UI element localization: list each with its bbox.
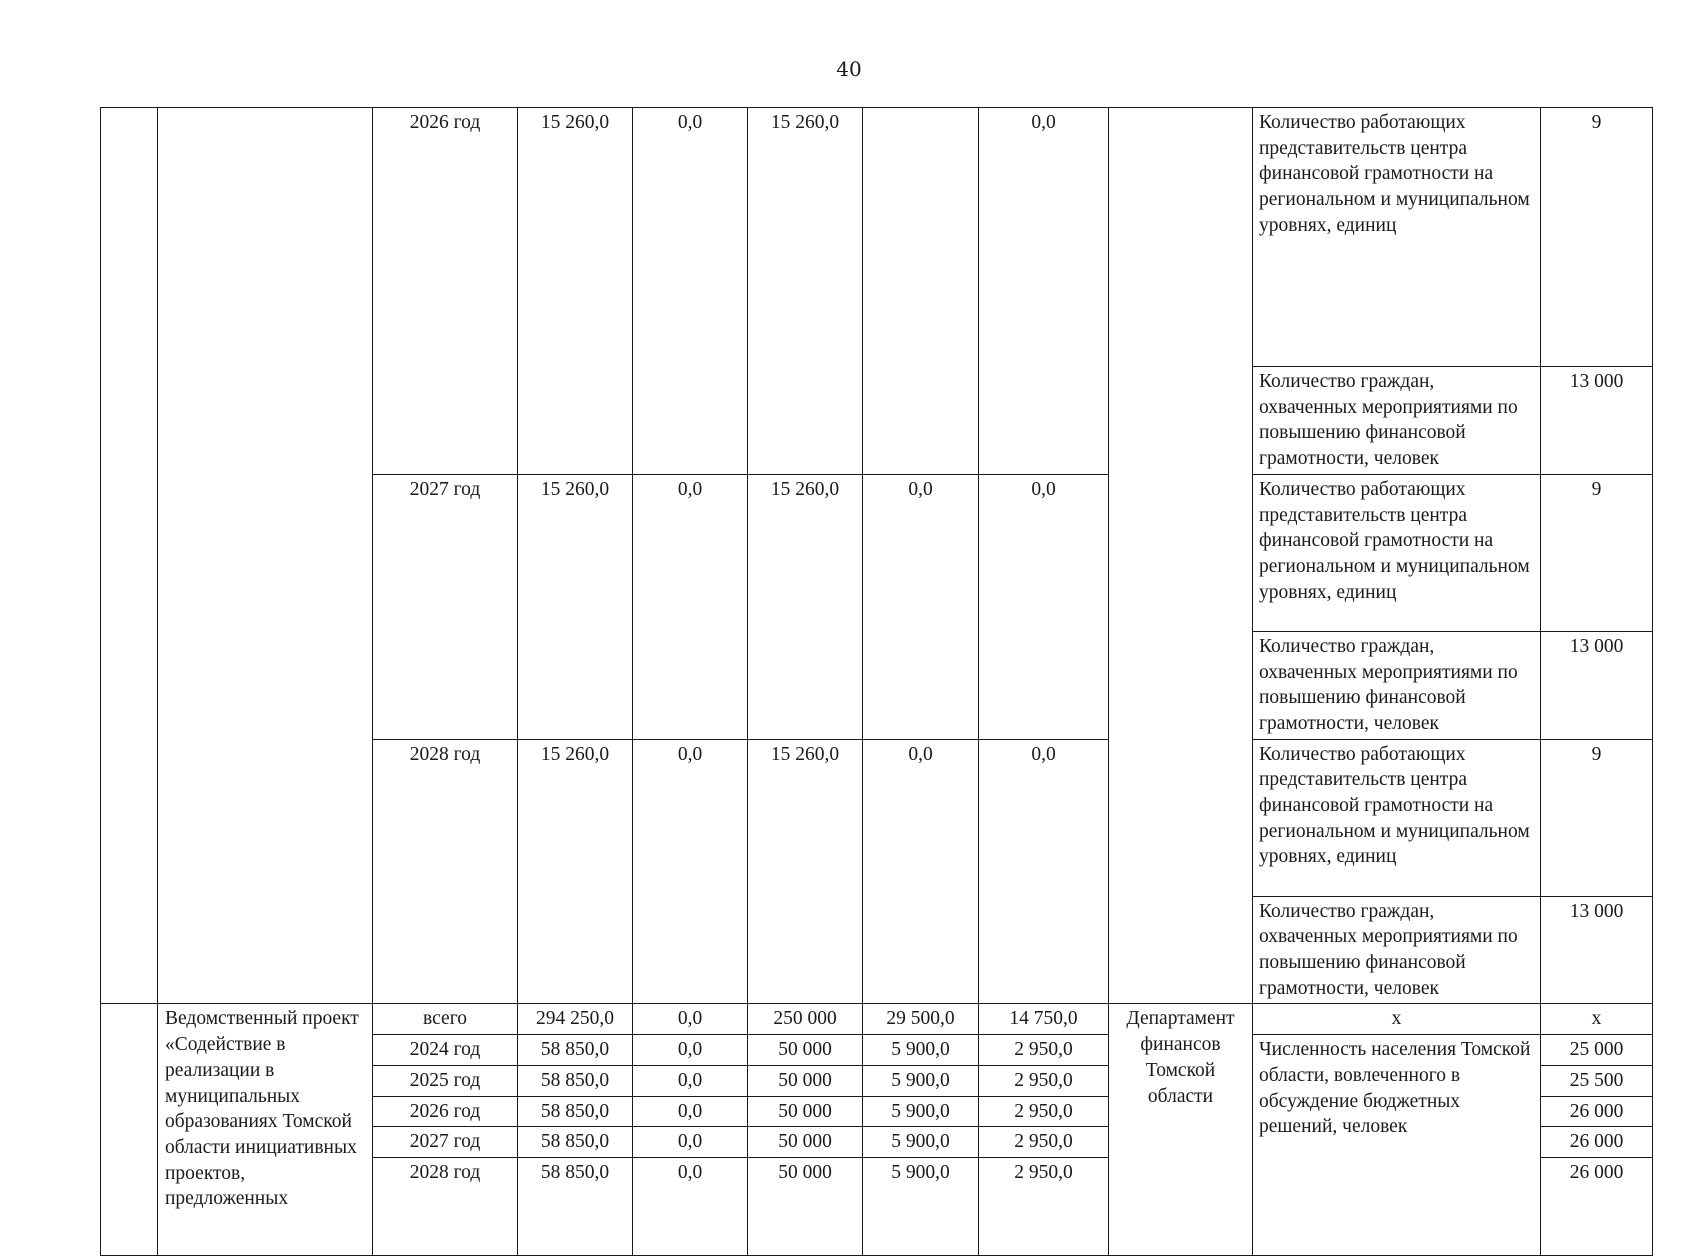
indicator-name-cell: Численность населения Томской области, вовлеченного в обсуждение бюджетных решений, человек <box>1253 1035 1541 1256</box>
year-cell: 2024 год <box>373 1035 518 1066</box>
total-amount-cell: 15 260,0 <box>518 474 633 739</box>
federal-budget-cell: 0,0 <box>633 1035 748 1066</box>
indicator-value-cell: 9 <box>1541 108 1653 367</box>
regional-budget-cell: 15 260,0 <box>748 739 863 1004</box>
indicator-name-cell: Количество работающих представительств центра финансовой грамотности на региональном и муниципальном уровнях, единиц <box>1253 739 1541 896</box>
financing-table <box>100 107 1653 1256</box>
federal-budget-cell: 0,0 <box>633 739 748 1004</box>
local-budget-cell <box>863 108 979 475</box>
year-cell: 2028 год <box>373 739 518 1004</box>
table-row <box>101 1004 1653 1035</box>
indicator-value-cell: 13 000 <box>1541 367 1653 475</box>
total-amount-cell: 58 850,0 <box>518 1096 633 1127</box>
indicator-name-cell: Количество граждан, охваченных мероприятиями по повышению финансовой грамотности, человек <box>1253 896 1541 1004</box>
regional-budget-cell: 50 000 <box>748 1035 863 1066</box>
other-sources-cell: 2 950,0 <box>979 1035 1109 1066</box>
federal-budget-cell: 0,0 <box>633 1065 748 1096</box>
activity-name-cell <box>158 108 373 1004</box>
executor-cell: Департамент финансов Томской области <box>1109 1004 1253 1256</box>
other-sources-cell: 0,0 <box>979 739 1109 1004</box>
indicator-value-cell: 26 000 <box>1541 1096 1653 1127</box>
local-budget-cell: 0,0 <box>863 739 979 1004</box>
federal-budget-cell: 0,0 <box>633 1096 748 1127</box>
local-budget-cell: 0,0 <box>863 474 979 739</box>
other-sources-cell: 0,0 <box>979 108 1109 475</box>
executor-cell <box>1109 108 1253 1004</box>
regional-budget-cell: 50 000 <box>748 1096 863 1127</box>
federal-budget-cell: 0,0 <box>633 1127 748 1158</box>
regional-budget-cell: 15 260,0 <box>748 108 863 475</box>
row-number-cell <box>101 1004 158 1256</box>
project-name-cell: Ведомственный проект «Содействие в реализации в муниципальных образованиях Томской области инициативных проектов, предложенных <box>158 1004 373 1256</box>
total-amount-cell: 294 250,0 <box>518 1004 633 1035</box>
regional-budget-cell: 50 000 <box>748 1065 863 1096</box>
total-amount-cell: 15 260,0 <box>518 108 633 475</box>
indicator-value-cell: 13 000 <box>1541 631 1653 739</box>
indicator-value-cell: х <box>1541 1004 1653 1035</box>
indicator-name-cell: Количество работающих представительств центра финансовой грамотности на региональном и муниципальном уровнях, единиц <box>1253 108 1541 367</box>
year-cell: 2027 год <box>373 1127 518 1158</box>
local-budget-cell: 5 900,0 <box>863 1035 979 1066</box>
indicator-value-cell: 26 000 <box>1541 1157 1653 1255</box>
local-budget-cell: 5 900,0 <box>863 1096 979 1127</box>
regional-budget-cell: 15 260,0 <box>748 474 863 739</box>
table-row <box>101 108 1653 367</box>
indicator-value-cell: 26 000 <box>1541 1127 1653 1158</box>
year-cell: 2025 год <box>373 1065 518 1096</box>
indicator-value-cell: 13 000 <box>1541 896 1653 1004</box>
regional-budget-cell: 50 000 <box>748 1157 863 1255</box>
indicator-value-cell: 25 000 <box>1541 1035 1653 1066</box>
regional-budget-cell: 250 000 <box>748 1004 863 1035</box>
year-cell: 2027 год <box>373 474 518 739</box>
indicator-name-cell: Количество работающих представительств центра финансовой грамотности на региональном и муниципальном уровнях, единиц <box>1253 474 1541 631</box>
indicator-value-cell: 9 <box>1541 739 1653 896</box>
indicator-value-cell: 9 <box>1541 474 1653 631</box>
federal-budget-cell: 0,0 <box>633 1157 748 1255</box>
total-amount-cell: 58 850,0 <box>518 1127 633 1158</box>
year-cell: 2026 год <box>373 108 518 475</box>
page-number: 40 <box>836 57 862 81</box>
other-sources-cell: 2 950,0 <box>979 1127 1109 1158</box>
row-number-cell <box>101 108 158 1004</box>
local-budget-cell: 29 500,0 <box>863 1004 979 1035</box>
federal-budget-cell: 0,0 <box>633 474 748 739</box>
local-budget-cell: 5 900,0 <box>863 1127 979 1158</box>
other-sources-cell: 0,0 <box>979 474 1109 739</box>
indicator-name-cell: х <box>1253 1004 1541 1035</box>
total-amount-cell: 15 260,0 <box>518 739 633 1004</box>
indicator-name-cell: Количество граждан, охваченных мероприятиями по повышению финансовой грамотности, человек <box>1253 631 1541 739</box>
indicator-name-cell: Количество граждан, охваченных мероприятиями по повышению финансовой грамотности, человек <box>1253 367 1541 475</box>
regional-budget-cell: 50 000 <box>748 1127 863 1158</box>
other-sources-cell: 2 950,0 <box>979 1157 1109 1255</box>
local-budget-cell: 5 900,0 <box>863 1065 979 1096</box>
other-sources-cell: 2 950,0 <box>979 1096 1109 1127</box>
year-cell: 2026 год <box>373 1096 518 1127</box>
year-cell: всего <box>373 1004 518 1035</box>
other-sources-cell: 14 750,0 <box>979 1004 1109 1035</box>
total-amount-cell: 58 850,0 <box>518 1035 633 1066</box>
indicator-value-cell: 25 500 <box>1541 1065 1653 1096</box>
local-budget-cell: 5 900,0 <box>863 1157 979 1255</box>
federal-budget-cell: 0,0 <box>633 108 748 475</box>
other-sources-cell: 2 950,0 <box>979 1065 1109 1096</box>
federal-budget-cell: 0,0 <box>633 1004 748 1035</box>
year-cell: 2028 год <box>373 1157 518 1255</box>
total-amount-cell: 58 850,0 <box>518 1065 633 1096</box>
total-amount-cell: 58 850,0 <box>518 1157 633 1255</box>
